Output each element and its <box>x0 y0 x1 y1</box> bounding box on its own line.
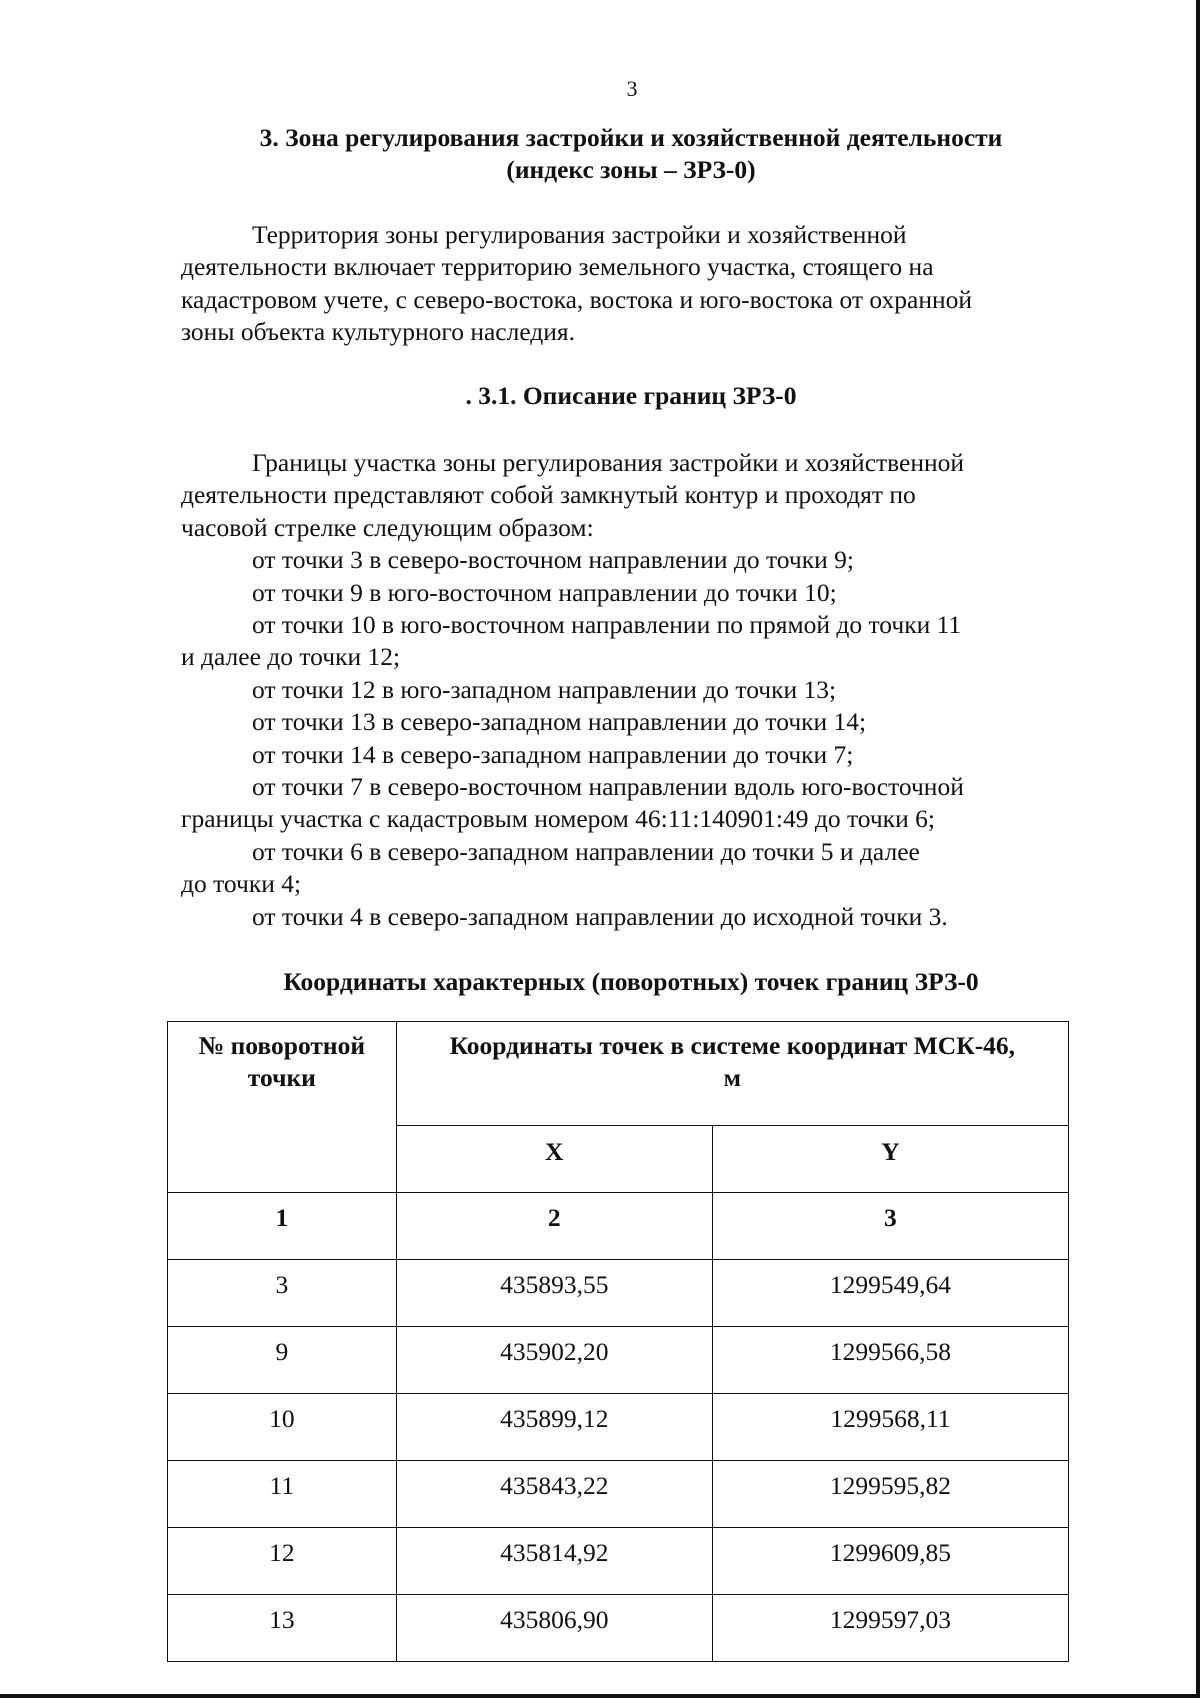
table-cell-x: 435843,22 <box>396 1461 712 1528</box>
intro-line: деятельности включает территорию земельного участка, стоящего на <box>181 252 934 282</box>
table-cell-point: 3 <box>168 1260 397 1327</box>
header-x: X <box>396 1126 712 1193</box>
table-cell-y: 1299566,58 <box>712 1327 1068 1394</box>
table-cell-x: 435814,92 <box>396 1528 712 1595</box>
header-point-line-2: точки <box>247 1063 316 1092</box>
intro-line: Территория зоны регулирования застройки и хозяйственной <box>252 220 907 249</box>
table-row <box>168 1327 1069 1394</box>
table-cell-x: 435806,90 <box>396 1595 712 1662</box>
boundary-line: и далее до точки 12; <box>181 642 401 672</box>
table-cell-y: 1299597,03 <box>712 1595 1068 1662</box>
boundary-line: часовой стрелке следующим образом: <box>181 512 594 542</box>
boundary-line: от точки 14 в северо-западном направлении до точки 7; <box>252 739 854 769</box>
table-cell: 3 <box>712 1193 1068 1260</box>
table-cell-y: 1299595,82 <box>712 1461 1068 1528</box>
intro-line: зоны объекта культурного наследия. <box>181 317 576 347</box>
table-row <box>168 1260 1069 1327</box>
boundary-line: от точки 6 в северо-западном направлении до точки 5 и далее <box>252 836 920 866</box>
boundary-line: от точки 3 в северо-восточном направлении до точки 9; <box>252 545 854 575</box>
scan-edge-bottom <box>0 1694 1200 1698</box>
table-cell-y: 1299549,64 <box>712 1260 1068 1327</box>
section-title-line-1: 3. Зона регулирования застройки и хозяйственной деятельности <box>259 123 1003 152</box>
boundary-line: от точки 10 в юго-восточном направлении по прямой до точки 11 <box>252 610 962 640</box>
header-y: Y <box>712 1126 1068 1193</box>
table-cell-point: 13 <box>168 1595 397 1662</box>
coordinates-title: Координаты характерных (поворотных) точек границ ЗРЗ-0 <box>283 967 979 996</box>
table-cell-point: 11 <box>168 1461 397 1528</box>
header-coordinates-line-1: Координаты точек в системе координат МСК-46, <box>449 1031 1016 1060</box>
coordinates-table <box>167 1021 1069 1662</box>
header-point-line-1: № поворотной <box>198 1031 366 1060</box>
section-title-line-2: (индекс зоны – ЗРЗ-0) <box>506 155 756 184</box>
table-cell: 2 <box>396 1193 712 1260</box>
boundary-line: от точки 4 в северо-западном направлении до исходной точки 3. <box>252 901 948 931</box>
table-cell-point: 10 <box>168 1394 397 1461</box>
table-cell-x: 435899,12 <box>396 1394 712 1461</box>
boundary-line: границы участка с кадастровым номером 46:11:140901:49 до точки 6; <box>181 804 935 834</box>
table-cell: 1 <box>168 1193 397 1260</box>
boundary-description <box>181 447 1083 933</box>
intro-line: кадастровом учете, с северо-востока, востока и юго-востока от охранной <box>181 284 973 314</box>
table-row <box>168 1394 1069 1461</box>
table-row <box>168 1461 1069 1528</box>
boundary-line: деятельности представляют собой замкнутый контур и проходят по <box>181 480 916 510</box>
table-cell-x: 435902,20 <box>396 1327 712 1394</box>
header-coordinates <box>396 1022 1068 1126</box>
scan-edge-right <box>1196 0 1200 1698</box>
section-title <box>180 122 1082 186</box>
boundary-line: от точки 13 в северо-западном направлении до точки 14; <box>252 707 867 737</box>
table-row <box>168 1595 1069 1662</box>
boundary-line: от точки 12 в юго-западном направлении до точки 13; <box>252 674 837 704</box>
boundary-line: от точки 7 в северо-восточном направлении вдоль юго-восточной <box>252 772 964 802</box>
header-point-number <box>168 1022 397 1193</box>
subsection-title: . 3.1. Описание границ ЗРЗ-0 <box>465 381 797 410</box>
table-header-row <box>168 1022 1069 1126</box>
table-cell-y: 1299568,11 <box>712 1394 1068 1461</box>
table-cell-x: 435893,55 <box>396 1260 712 1327</box>
boundary-line: Границы участка зоны регулирования застройки и хозяйственной <box>252 448 965 477</box>
header-coordinates-line-2: м <box>723 1063 741 1092</box>
intro-paragraph <box>181 219 1083 349</box>
table-cell-point: 12 <box>168 1528 397 1595</box>
page-number: 3 <box>626 76 638 101</box>
table-cell-point: 9 <box>168 1327 397 1394</box>
boundary-line: от точки 9 в юго-восточном направлении до точки 10; <box>252 577 837 607</box>
table-cell-y: 1299609,85 <box>712 1528 1068 1595</box>
table-index-row <box>168 1193 1069 1260</box>
table-row <box>168 1528 1069 1595</box>
boundary-line: до точки 4; <box>181 869 302 899</box>
